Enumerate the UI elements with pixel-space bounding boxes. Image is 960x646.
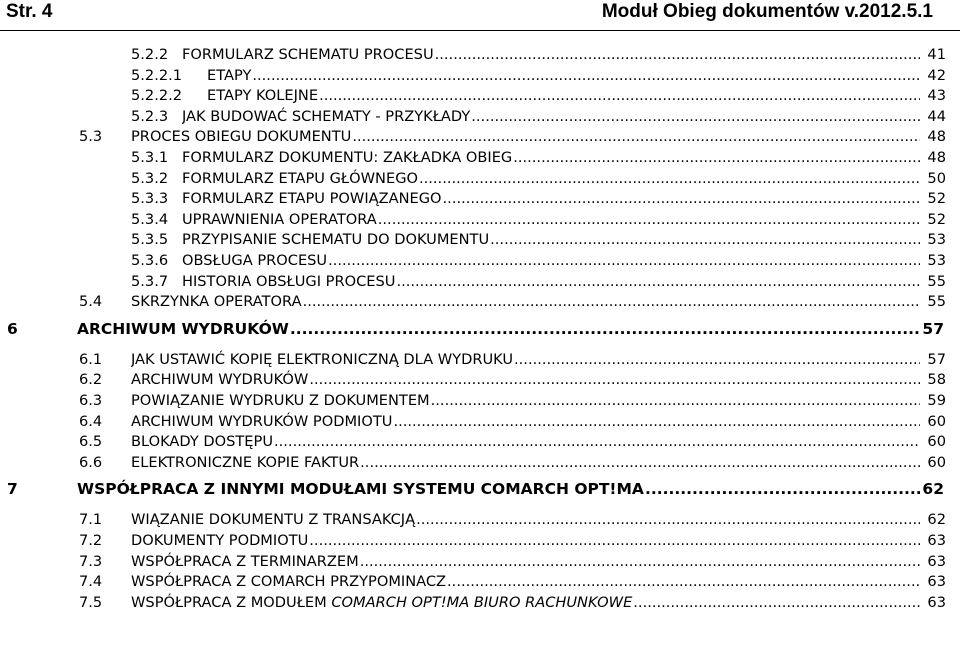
toc-entry-title: ARCHIWUM WYDRUKÓW PODMIOTU [131,412,393,430]
toc-entry-page: 57 [927,350,946,368]
toc-entry-page: 57 [922,319,944,338]
toc-entry-page: 63 [927,552,946,570]
toc-entry-page: 58 [927,371,946,389]
header-module-title: Moduł Obieg dokumentów v.2012.5.1 [601,1,933,22]
page-header [0,0,960,40]
toc-leader-dots [252,65,920,87]
toc-entry-page: 48 [927,149,946,166]
toc-entry-title: HISTORIA OBSŁUGI PROCESU [182,272,396,290]
toc-entry-title: FORMULARZ SCHEMATU PROCESU [182,46,434,63]
toc-entry-number: 5.4 [79,293,103,311]
toc-leader-dots [319,85,920,107]
toc-leader-dots [443,188,920,210]
toc-leader-dots [378,209,920,231]
toc-entry-page: 59 [927,392,946,409]
toc-entry-page: 63 [927,532,946,549]
toc-leader-dots [513,147,920,169]
toc-entry-title: WIĄZANIE DOKUMENTU Z TRANSAKCJĄ [131,511,416,529]
toc-entry-number: 6.5 [79,433,103,451]
toc-entry[interactable] [0,551,960,573]
toc-entry-page: 42 [927,66,946,84]
toc-entry[interactable] [0,509,960,531]
toc-entry-title: ARCHIWUM WYDRUKÓW [131,371,309,389]
toc-leader-dots [471,106,920,128]
toc-entry-page: 60 [927,453,946,471]
toc-entry-page: 44 [927,107,946,125]
toc-entry[interactable] [0,250,960,272]
toc-entry-number: 5.2.3 [131,107,169,125]
toc-entry-page: 52 [927,210,946,228]
toc-chapter-entry[interactable] [0,478,960,500]
toc-entry[interactable] [0,209,960,231]
toc-entry-page: 53 [927,231,946,249]
toc-entry-number: 6 [7,319,18,338]
toc-entry-title: FORMULARZ ETAPU POWIĄZANEGO [182,190,442,208]
toc-entry-title: WSPÓŁPRACA Z INNYMI MODUŁAMI SYSTEMU COMARCH OPT!MA [77,480,644,499]
toc-entry-number: 6.3 [79,392,103,409]
toc-entry-page: 50 [927,169,946,187]
toc-entry-page: 55 [927,272,946,290]
toc-entry-number: 5.3.1 [131,149,169,166]
toc-leader-dots [393,411,920,433]
toc-entry-number: 7.1 [79,511,103,529]
toc-leader-dots [633,592,920,614]
toc-entry[interactable] [0,44,960,66]
toc-leader-dots [447,571,920,593]
toc-entry[interactable] [0,147,960,169]
toc-leader-dots [352,126,920,148]
toc-entry-title-italic: COMARCH OPT!MA BIURO RACHUNKOWE [331,593,633,611]
toc-leader-dots [290,318,920,340]
toc-entry-title: POWIĄZANIE WYDRUKU Z DOKUMENTEM [131,392,430,409]
toc-entry-number: 5.3.3 [131,190,169,208]
toc-entry-title: BLOKADY DOSTĘPU [131,433,274,451]
toc-leader-dots [309,530,920,552]
toc-entry[interactable] [0,431,960,453]
toc-entry-title: WSPÓŁPRACA Z COMARCH PRZYPOMINACZ [131,573,447,591]
toc-entry-number: 5.3.6 [131,252,169,269]
toc-entry-title: DOKUMENTY PODMIOTU [131,532,309,549]
toc-entry-title: JAK USTAWIĆ KOPIĘ ELEKTRONICZNĄ DLA WYDRUKU [131,350,514,368]
toc-leader-dots [435,44,920,66]
toc-entry-number: 7.4 [79,573,103,591]
toc-entry[interactable] [0,106,960,128]
toc-entry-number: 5.3.2 [131,169,169,187]
toc-leader-dots [309,369,920,391]
toc-entry[interactable] [0,390,960,412]
toc-entry-title: FORMULARZ ETAPU GŁÓWNEGO [182,169,418,187]
toc-entry-title: ELEKTRONICZNE KOPIE FAKTUR [131,453,360,471]
toc-entry[interactable] [0,530,960,552]
toc-entry[interactable] [0,126,960,148]
toc-leader-dots [360,452,920,474]
toc-entry[interactable] [0,411,960,433]
toc-entry-title: WSPÓŁPRACA Z TERMINARZEM [131,552,359,570]
toc-entry-number: 7.3 [79,552,103,570]
toc-entry-page: 48 [927,128,946,146]
toc-entry-page: 55 [927,293,946,311]
toc-entry-page: 43 [927,87,946,105]
toc-entry-number: 6.1 [79,350,103,368]
toc-entry-number: 7.2 [79,532,103,549]
toc-entry-page: 52 [927,190,946,208]
toc-entry-page: 63 [927,573,946,591]
toc-leader-dots [360,551,920,573]
toc-entry[interactable] [0,65,960,87]
toc-entry-title: JAK BUDOWAĆ SCHEMATY - PRZYKŁADY [182,107,471,125]
toc-leader-dots [490,229,920,251]
toc-entry[interactable] [0,271,960,293]
toc-entry-title: WSPÓŁPRACA Z MODUŁEM COMARCH OPT!MA BIURO RACHUNKOWE [131,593,633,611]
toc-entry-page: 62 [922,480,944,499]
toc-leader-dots [419,168,920,190]
toc-entry-title: PRZYPISANIE SCHEMATU DO DOKUMENTU [182,231,490,249]
toc-entry-number: 5.3.4 [131,210,169,228]
toc-entry-page: 41 [927,46,946,63]
toc-entry[interactable] [0,229,960,251]
toc-entry-number: 7 [7,480,18,499]
toc-entry-number: 6.6 [79,453,103,471]
toc-leader-dots [396,271,920,293]
toc-entry[interactable] [0,168,960,190]
toc-leader-dots [645,478,920,500]
toc-leader-dots [431,390,920,412]
toc-entry-page: 53 [927,252,946,269]
toc-entry-title: SKRZYNKA OPERATORA [131,293,302,311]
toc-leader-dots [328,250,920,272]
toc-entry-number: 5.2.2 [131,46,169,63]
toc-entry-title: ARCHIWUM WYDRUKÓW [77,319,289,338]
toc-entry-title: FORMULARZ DOKUMENTU: ZAKŁADKA OBIEG [182,149,513,166]
toc-leader-dots [303,291,920,313]
toc-entry[interactable] [0,291,960,313]
toc-entry[interactable] [0,452,960,474]
toc-entry-title: UPRAWNIENIA OPERATORA [182,210,377,228]
toc-entry-number: 5.3.5 [131,231,169,249]
toc-entry-number: 6.4 [79,412,103,430]
toc-leader-dots [514,349,920,371]
toc-entry[interactable] [0,571,960,593]
toc-entry[interactable] [0,188,960,210]
toc-entry-number: 6.2 [79,371,103,389]
toc-entry-number: 7.5 [79,593,103,611]
toc-leader-dots [274,431,920,453]
toc-entry-page: 60 [927,412,946,430]
toc-entry-number: 5.3 [79,128,103,146]
toc-leader-dots [416,509,920,531]
toc-entry-page: 60 [927,433,946,451]
toc-entry[interactable] [0,592,960,614]
toc-entry-number: 5.2.2.2 [131,87,183,105]
toc-entry[interactable] [0,85,960,107]
toc-entry-number: 5.3.7 [131,272,169,290]
toc-entry-number: 5.2.2.1 [131,66,183,84]
toc-entry-title: ETAPY KOLEJNE [207,87,319,105]
toc-chapter-entry[interactable] [0,318,960,340]
toc-entry[interactable] [0,369,960,391]
toc-entry-title: PROCES OBIEGU DOKUMENTU [131,128,352,146]
header-divider [0,30,960,31]
toc-entry-title: ETAPY [207,66,252,84]
toc-entry-page: 63 [927,593,946,611]
toc-entry-title: OBSŁUGA PROCESU [182,252,328,269]
header-page-number: Str. 4 [6,1,53,22]
toc-entry-page: 62 [927,511,946,529]
toc-entry[interactable] [0,349,960,371]
